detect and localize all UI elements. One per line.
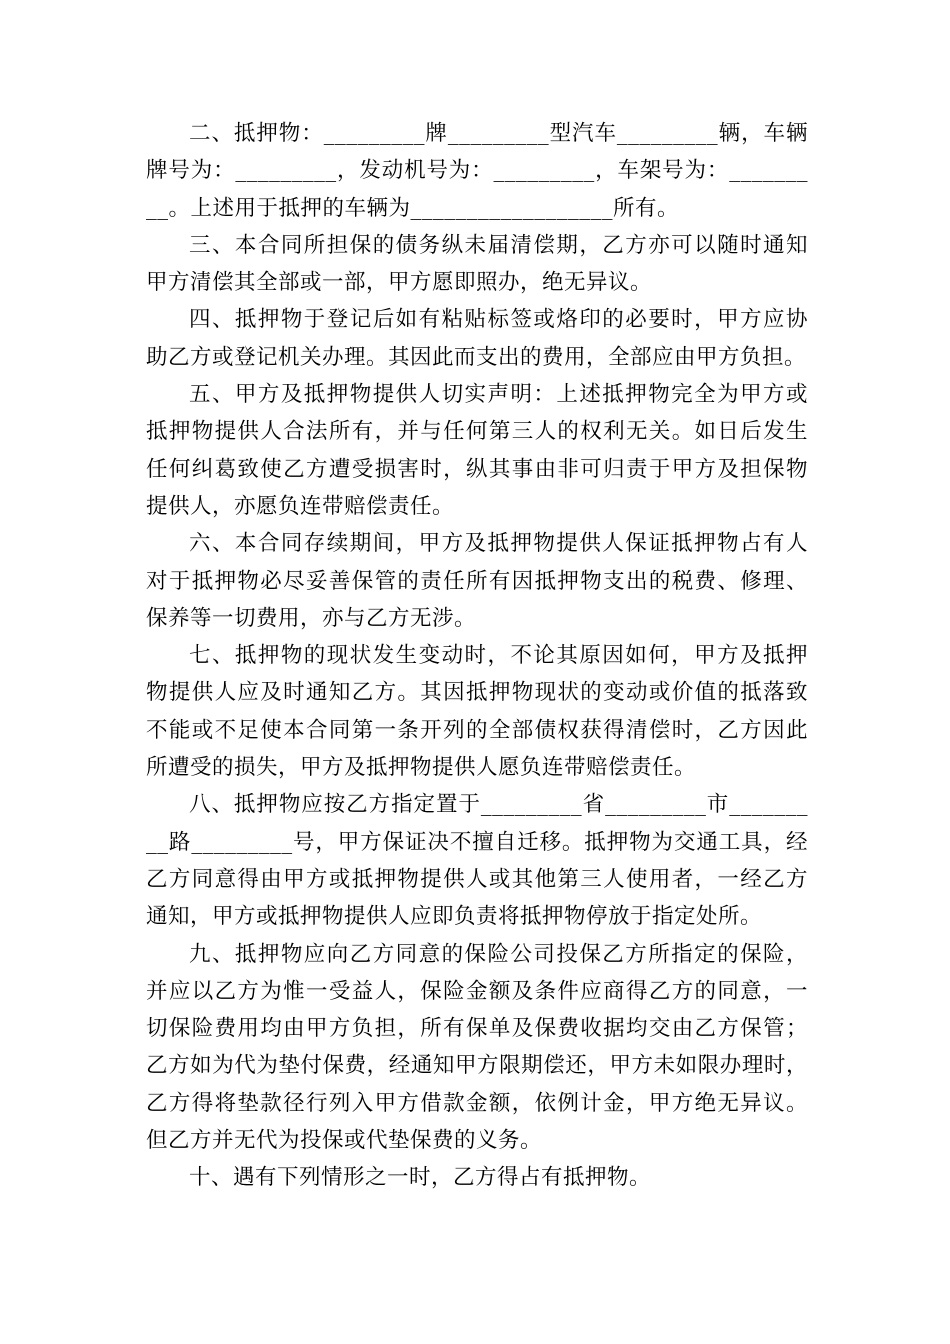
clause-line: 乙方得将垫款径行列入甲方借款金额，依例计金，甲方绝无异议。 (146, 1090, 808, 1116)
clause-line: 二、抵押物：_________牌_________型汽车_________辆，车辆 (189, 121, 808, 146)
contract-clause (146, 115, 808, 227)
contract-clause (146, 301, 808, 376)
clause-line: __。上述用于抵押的车辆为__________________所有。 (146, 195, 680, 221)
clause-line: 七、抵押物的现状发生变动时，不论其原因如何，甲方及抵押 (189, 643, 808, 669)
clause-line: 甲方清偿其全部或一部，甲方愿即照办，绝无异议。 (146, 270, 653, 296)
contract-clause (146, 227, 808, 302)
clause-line: 三、本合同所担保的债务纵未届清偿期，乙方亦可以随时通知 (189, 232, 808, 258)
clause-line: 九、抵押物应向乙方同意的保险公司投保乙方所指定的保险， (189, 941, 808, 967)
document-body (146, 115, 808, 1197)
clause-line: 六、本合同存续期间，甲方及抵押物提供人保证抵押物占有人 (189, 531, 808, 557)
clause-line: 四、抵押物于登记后如有粘贴标签或烙印的必要时，甲方应协 (189, 307, 808, 333)
clause-line: 保养等一切费用，亦与乙方无涉。 (146, 605, 477, 631)
clause-line: 但乙方并无代为投保或代垫保费的义务。 (146, 1128, 543, 1154)
clause-line: 所遭受的损失，甲方及抵押物提供人愿负连带赔偿责任。 (146, 755, 697, 781)
clause-line: 助乙方或登记机关办理。其因此而支出的费用，全部应由甲方负担。 (146, 344, 807, 370)
clause-line: 任何纠葛致使乙方遭受损害时，纵其事由非可归责于甲方及担保物 (146, 456, 808, 482)
clause-line: 不能或不足使本合同第一条开列的全部债权获得清偿时，乙方因此 (146, 717, 808, 743)
clause-line: 提供人，亦愿负连带赔偿责任。 (146, 493, 455, 519)
contract-clause (146, 525, 808, 637)
clause-line: 牌号为：_________，发动机号为：_________，车架号为：_______ (146, 158, 808, 184)
clause-line: __路_________号，甲方保证决不擅自迁移。抵押物为交通工具，经 (146, 829, 808, 855)
contract-clause (146, 376, 808, 525)
clause-line: 乙方同意得由甲方或抵押物提供人或其他第三人使用者，一经乙方 (146, 866, 808, 892)
contract-clause (146, 637, 808, 786)
clause-line: 通知，甲方或抵押物提供人应即负责将抵押物停放于指定处所。 (146, 904, 763, 930)
clause-line: 十、遇有下列情形之一时，乙方得占有抵押物。 (189, 1165, 652, 1191)
clause-line: 五、甲方及抵押物提供人切实声明：上述抵押物完全为甲方或 (189, 382, 808, 408)
clause-line: 对于抵押物必尽妥善保管的责任所有因抵押物支出的税费、修理、 (146, 568, 808, 594)
contract-clause (146, 786, 808, 935)
contract-clause (146, 936, 808, 1160)
clause-line: 抵押物提供人合法所有，并与任何第三人的权利无关。如日后发生 (146, 419, 808, 445)
clause-line: 八、抵押物应按乙方指定置于_________省_________市_______ (189, 792, 808, 818)
clause-line: 并应以乙方为惟一受益人，保险金额及条件应商得乙方的同意，一 (146, 978, 808, 1004)
clause-line: 切保险费用均由甲方负担，所有保单及保费收据均交由乙方保管； (146, 1016, 808, 1042)
clause-line: 乙方如为代为垫付保费，经通知甲方限期偿还，甲方未如限办理时， (146, 1053, 808, 1079)
clause-line: 物提供人应及时通知乙方。其因抵押物现状的变动或价值的抵落致 (146, 680, 808, 706)
contract-clause (146, 1159, 808, 1196)
